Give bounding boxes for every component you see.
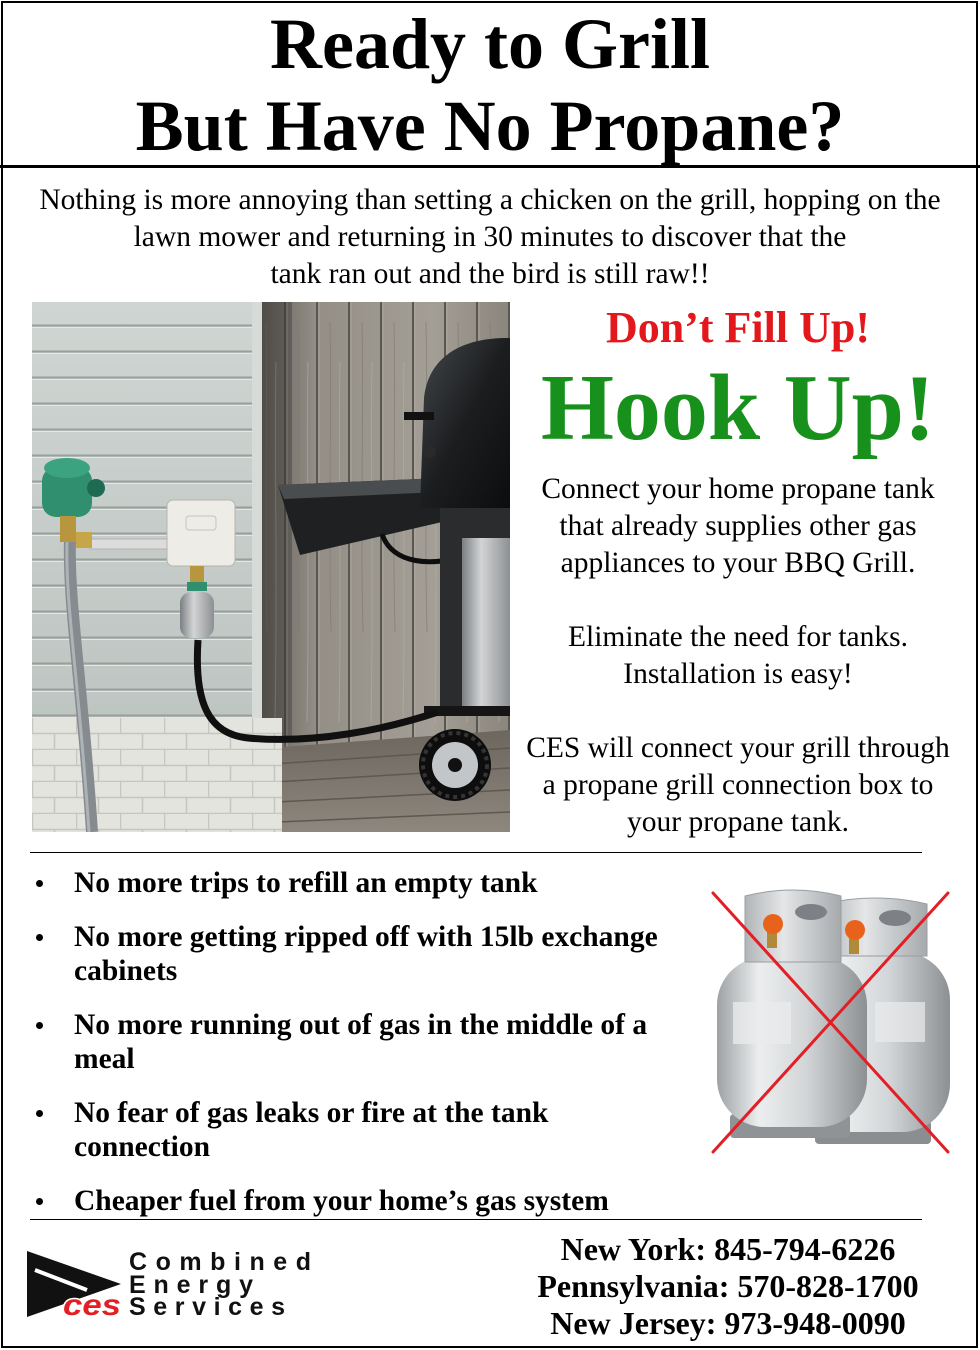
- photo-illustration: [32, 302, 510, 832]
- contact-phone: 973-948-0090: [724, 1305, 906, 1341]
- title-box: [0, 0, 980, 168]
- tagline-dont-fill-up: Don’t Fill Up!: [606, 303, 870, 352]
- headline: [508, 300, 968, 460]
- list-item-text: No fear of gas leaks or fire at the tank: [74, 1097, 549, 1129]
- headline-hook-up: Hook Up!: [540, 356, 936, 460]
- company-logo: [25, 1248, 325, 1320]
- description-line: Installation is easy!: [623, 658, 853, 690]
- list-item: [30, 920, 680, 988]
- description-line: appliances to your BBQ Grill.: [560, 547, 916, 579]
- regulator-brass-fitting: [60, 516, 76, 542]
- crossed-out-propane-tanks-icon: [705, 882, 955, 1158]
- regulator-cap: [44, 458, 90, 478]
- grill-handle: [404, 412, 434, 420]
- contact-line: [498, 1268, 958, 1305]
- logo-name-line: Services: [129, 1293, 285, 1320]
- list-item: [30, 1008, 680, 1076]
- intro-line: tank ran out and the bird is still raw!!: [270, 258, 710, 290]
- logo-name-line: Energy: [129, 1271, 253, 1299]
- bullet-dot-icon: [36, 880, 43, 887]
- description-paragraph: [508, 471, 968, 582]
- bullet-dot-icon: [36, 1198, 43, 1205]
- tank-label: [733, 1002, 791, 1044]
- grill-steel-panel: [462, 538, 510, 708]
- bullet-dot-icon: [36, 1022, 43, 1029]
- description-paragraph: [508, 730, 968, 841]
- list-item-text: No more getting ripped off with 15lb exchange: [74, 921, 658, 953]
- intro-paragraph: [0, 182, 980, 293]
- list-item: [30, 866, 680, 900]
- description-line: CES will connect your grill through: [526, 732, 950, 764]
- contact-region: New York:: [560, 1231, 707, 1267]
- grill-knob: [424, 446, 436, 458]
- list-item: [30, 1184, 680, 1218]
- list-item-text: connection: [74, 1131, 211, 1163]
- intro-line: Nothing is more annoying than setting a chicken on the grill, hopping on the: [39, 184, 941, 216]
- description: [508, 471, 968, 878]
- regulator-vent: [87, 479, 105, 497]
- collar-hole: [879, 910, 911, 926]
- tank-valve-knob: [845, 920, 865, 940]
- description-line: your propane tank.: [627, 806, 849, 838]
- description-line: that already supplies other gas: [559, 510, 917, 542]
- bullet-dot-icon: [36, 1110, 43, 1117]
- list-item-text: No more trips to refill an empty tank: [74, 867, 538, 899]
- description-paragraph: [508, 619, 968, 693]
- divider-top: [30, 852, 922, 853]
- corner-shadow: [262, 302, 292, 742]
- corner-trim: [252, 302, 262, 732]
- title-line-1: Ready to Grill: [270, 4, 710, 84]
- silver-regulator: [180, 592, 214, 638]
- contact-region: Pennsylvania:: [537, 1268, 730, 1304]
- contact-phone: 570-828-1700: [737, 1268, 919, 1304]
- grill-connection-photo: [32, 302, 510, 832]
- ces-logo: [25, 1248, 325, 1320]
- benefits-list: [30, 866, 680, 1238]
- contact-line: [498, 1231, 958, 1268]
- list-item-text: cabinets: [74, 955, 178, 987]
- logo-mark-text: ces: [63, 1289, 121, 1320]
- grill-wheel-axle: [448, 758, 462, 772]
- regulator-tee: [76, 532, 92, 548]
- title-line-2: But Have No Propane?: [135, 86, 845, 166]
- gas-pipe: [90, 539, 172, 549]
- bullet-dot-icon: [36, 934, 43, 941]
- tank-valve-knob: [763, 914, 783, 934]
- description-line: Eliminate the need for tanks.: [568, 621, 908, 653]
- tank-collar: [745, 890, 841, 962]
- collar-hole: [795, 904, 827, 920]
- grill-connection-box: [167, 500, 235, 566]
- logo-name-line: Combined: [129, 1248, 311, 1276]
- green-nut: [187, 582, 207, 591]
- list-item-text: No more running out of gas in the middle of a: [74, 1009, 648, 1041]
- intro-line: lawn mower and returning in 30 minutes to discover that the: [133, 221, 847, 253]
- contact-numbers: [498, 1231, 958, 1342]
- contact-line: [498, 1305, 958, 1342]
- description-line: Connect your home propane tank: [541, 473, 935, 505]
- list-item-text: meal: [74, 1043, 135, 1075]
- contact-region: New Jersey:: [550, 1305, 717, 1341]
- divider-bottom: [30, 1219, 922, 1220]
- list-item: [30, 1096, 680, 1164]
- brass-fitting: [190, 566, 204, 582]
- propane-tanks-illustration: [705, 882, 955, 1158]
- list-item-text: Cheaper fuel from your home’s gas system: [74, 1185, 609, 1217]
- tank-label: [875, 1002, 925, 1042]
- description-line: a propane grill connection box to: [542, 769, 934, 801]
- contact-phone: 845-794-6226: [714, 1231, 896, 1267]
